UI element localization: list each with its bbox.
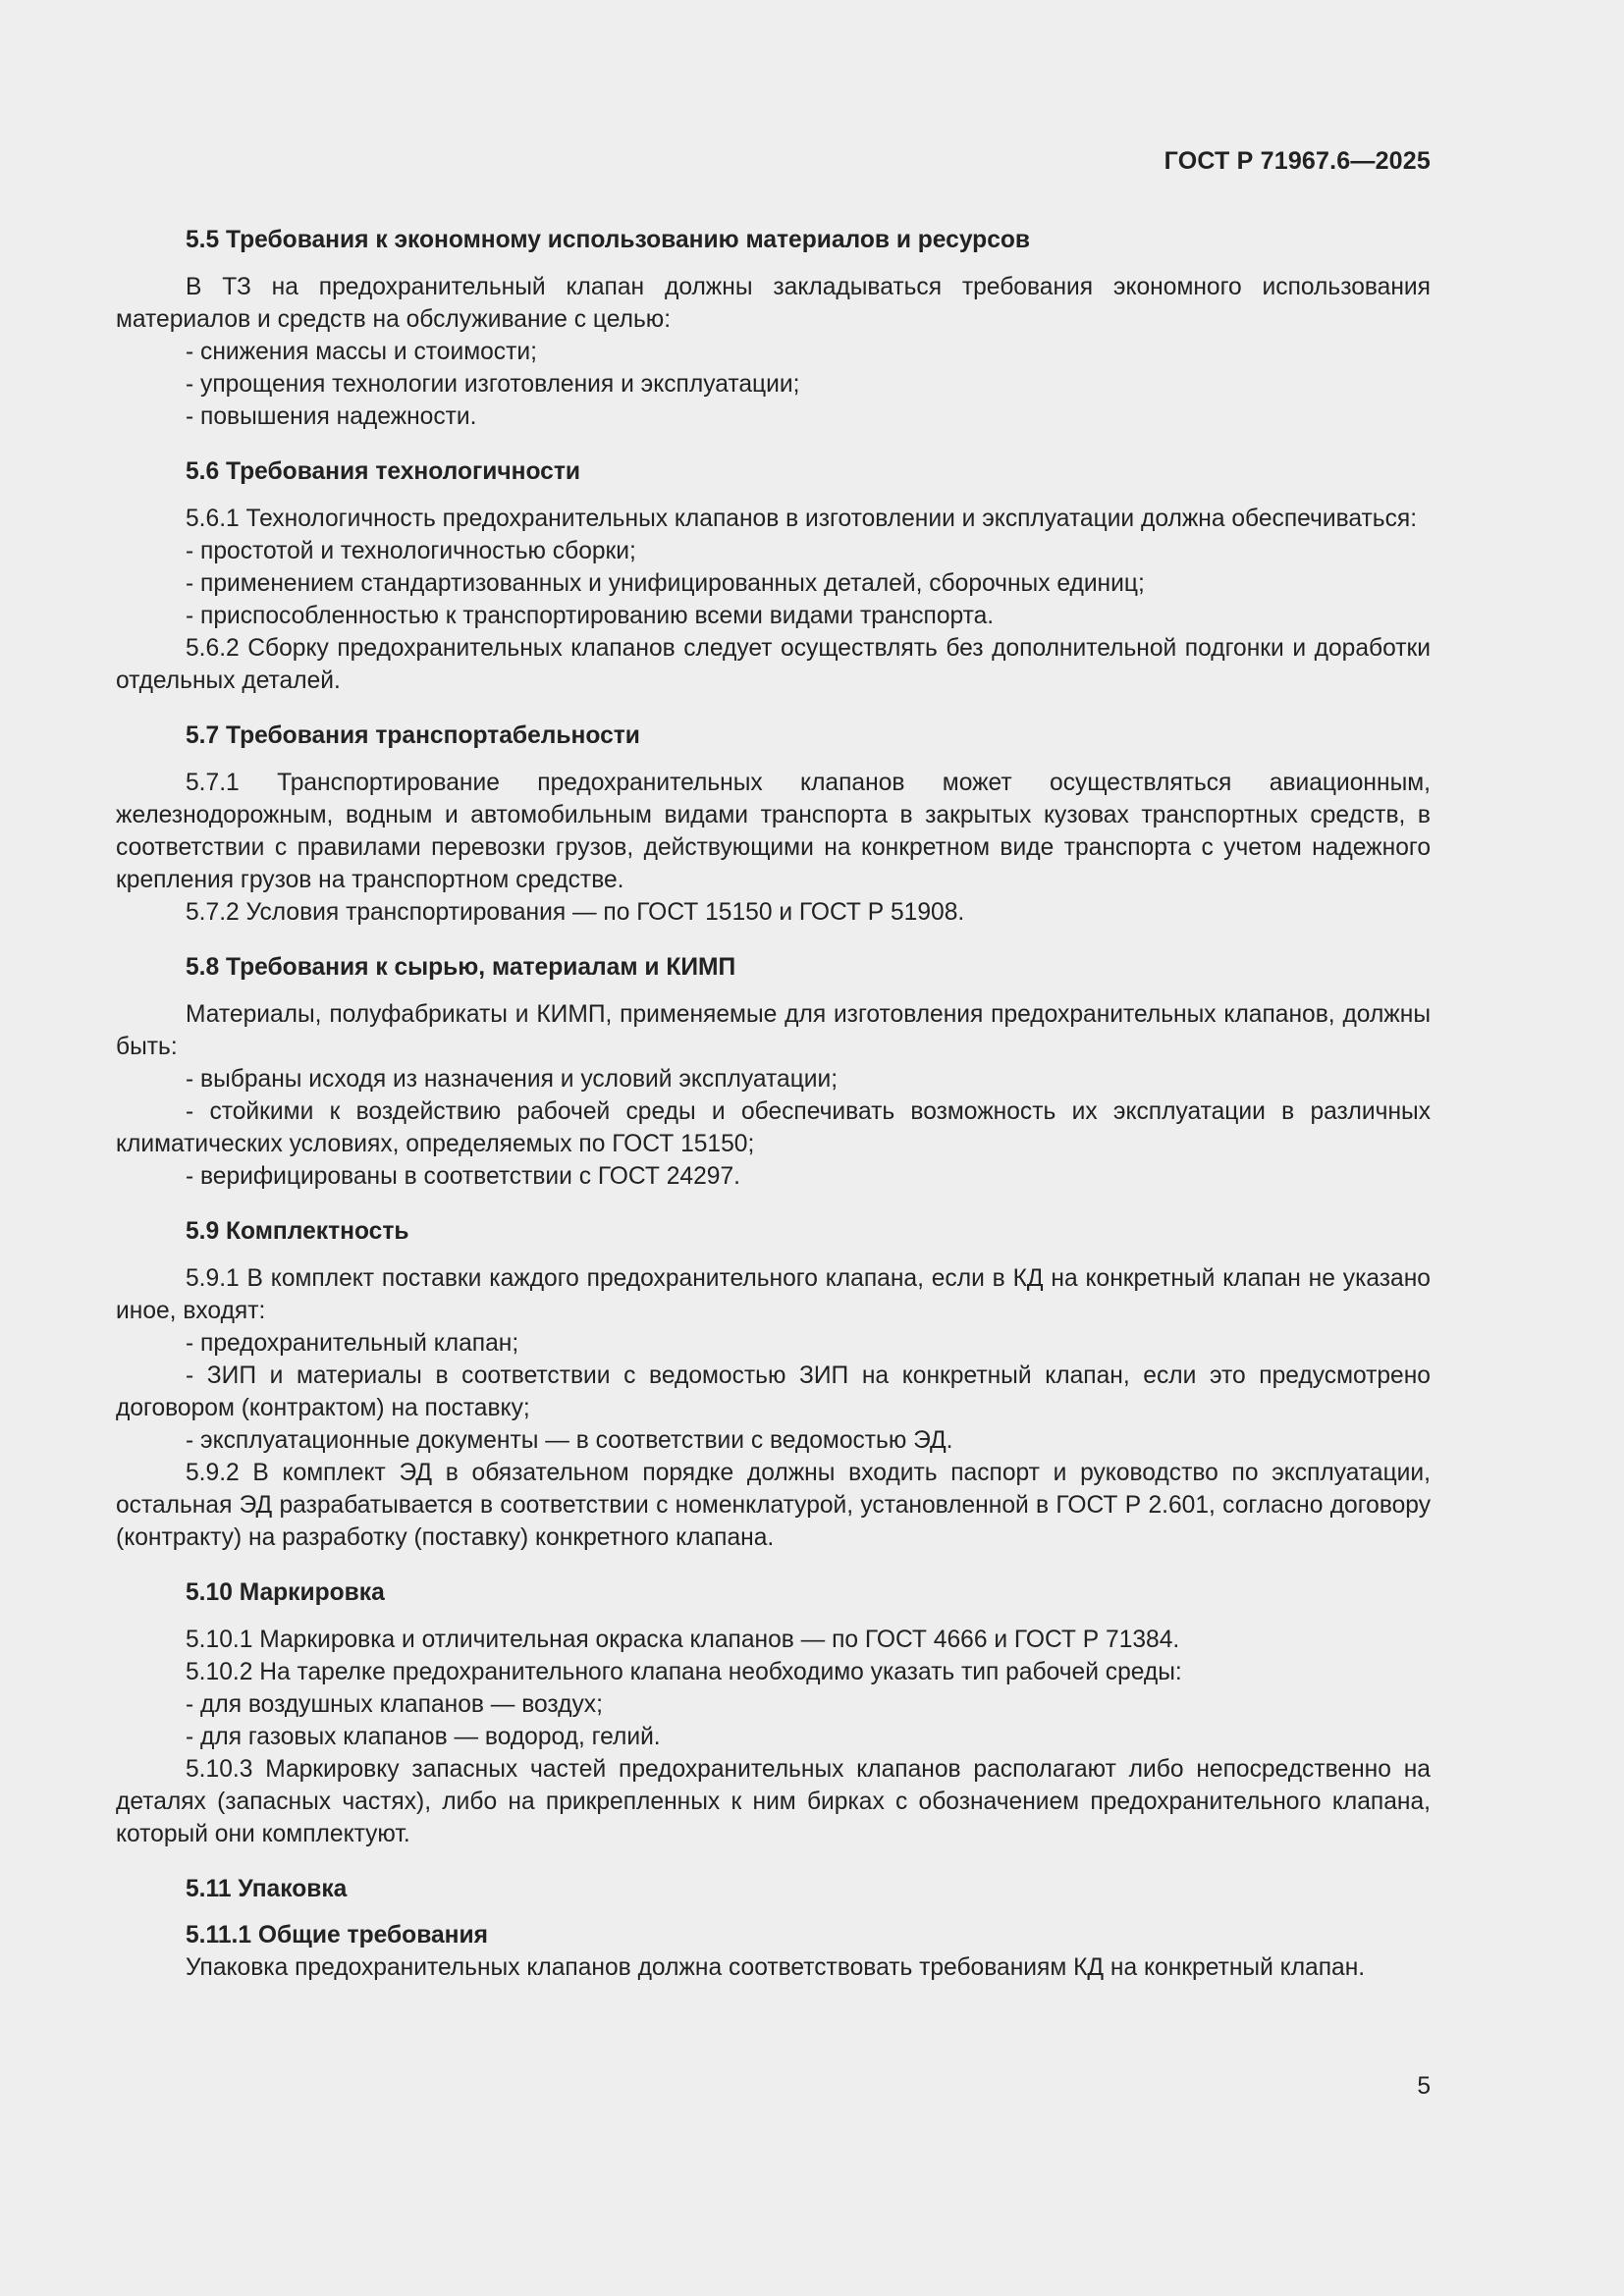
paragraph: 5.10.2 На тарелке предохранительного клапана необходимо указать тип рабочей среды: bbox=[186, 1659, 1182, 1685]
section-heading: 5.7 Требования транспортабельности bbox=[186, 722, 640, 749]
paragraph: 5.6.1 Технологичность предохранительных клапанов в изготовлении и эксплуатации должна обеспечиваться: bbox=[186, 506, 1418, 532]
list-item: - предохранительный клапан; bbox=[186, 1330, 519, 1357]
paragraph: Упаковка предохранительных клапанов должна соответствовать требованиям КД на конкретный клапан. bbox=[186, 1954, 1366, 1981]
list-item: - для воздушных клапанов — воздух; bbox=[186, 1691, 603, 1718]
paragraph: 5.9.1 В комплект поставки каждого предохранительного клапана, если в КД на конкретный клапан не указано иное, входят: bbox=[116, 1265, 1431, 1324]
paragraph: 5.10.3 Маркировку запасных частей предохранительных клапанов располагают либо непосредственно на деталях (запасных частях), либо на прикрепленных к ним бирках с обозначением предохранительного клапана, который они комплектуют. bbox=[116, 1756, 1431, 1847]
list-item: - выбраны исходя из назначения и условий эксплуатации; bbox=[186, 1066, 839, 1093]
section-heading: 5.5 Требования к экономному использованию материалов и ресурсов bbox=[186, 227, 1031, 253]
paragraph: 5.7.2 Условия транспортирования — по ГОСТ 15150 и ГОСТ Р 51908. bbox=[186, 899, 965, 926]
paragraph: 5.9.2 В комплект ЭД в обязательном порядке должны входить паспорт и руководство по эксплуатации, остальная ЭД разрабатывается в соответствии с номенклатурой, установленной в ГОСТ Р 2.601, согласно договору (контракту) на разработку (поставку) конкретного клапана. bbox=[116, 1460, 1431, 1551]
section-heading: 5.11 Упаковка bbox=[186, 1876, 348, 1902]
standard-code-header: ГОСТ Р 71967.6—2025 bbox=[1164, 147, 1431, 175]
page-number: 5 bbox=[1417, 2073, 1431, 2100]
section-heading: 5.10 Маркировка bbox=[186, 1579, 385, 1606]
list-item: - эксплуатационные документы — в соответствии с ведомостью ЭД. bbox=[186, 1427, 953, 1454]
list-item: - для газовых клапанов — водород, гелий. bbox=[186, 1724, 661, 1750]
list-item: - ЗИП и материалы в соответствии с ведомостью ЗИП на конкретный клапан, если это предусмотрено договором (контрактом) на поставку; bbox=[116, 1362, 1431, 1421]
section-heading: 5.6 Требования технологичности bbox=[186, 458, 581, 485]
list-item: - стойкими к воздействию рабочей среды и обеспечивать возможность их эксплуатации в различных климатических условиях, определяемых по ГОСТ 15150; bbox=[116, 1098, 1431, 1157]
subsection-heading: 5.11.1 Общие требования bbox=[186, 1922, 488, 1949]
section-heading: 5.8 Требования к сырью, материалам и КИМП bbox=[186, 954, 736, 981]
list-item: - снижения массы и стоимости; bbox=[186, 339, 537, 365]
list-item: - приспособленностью к транспортированию всеми видами транспорта. bbox=[186, 603, 995, 629]
paragraph: 5.10.1 Маркировка и отличительная окраска клапанов — по ГОСТ 4666 и ГОСТ Р 71384. bbox=[186, 1627, 1180, 1653]
paragraph: Материалы, полуфабрикаты и КИМП, применяемые для изготовления предохранительных клапанов, должны быть: bbox=[116, 1001, 1431, 1060]
document-body bbox=[116, 224, 1431, 1984]
list-item: - повышения надежности. bbox=[186, 403, 477, 430]
paragraph: В ТЗ на предохранительный клапан должны закладываться требования экономного использования материалов и средств на обслуживание с целью: bbox=[116, 274, 1431, 333]
section-heading: 5.9 Комплектность bbox=[186, 1218, 409, 1245]
paragraph: 5.6.2 Сборку предохранительных клапанов следует осуществлять без дополнительной подгонки и доработки отдельных деталей. bbox=[116, 635, 1431, 694]
paragraph: 5.7.1 Транспортирование предохранительных клапанов может осуществляться авиационным, железнодорожным, водным и автомобильным видами транспорта в закрытых кузовах транспортных средств, в соответствии с правилами перевозки грузов, действующими на конкретном виде транспорта с учетом надежного крепления грузов на транспортном средстве. bbox=[116, 770, 1431, 893]
list-item: - упрощения технологии изготовления и эксплуатации; bbox=[186, 371, 800, 398]
list-item: - верифицированы в соответствии с ГОСТ 24297. bbox=[186, 1163, 740, 1190]
list-item: - применением стандартизованных и унифицированных деталей, сборочных единиц; bbox=[186, 570, 1145, 597]
list-item: - простотой и технологичностью сборки; bbox=[186, 538, 636, 564]
